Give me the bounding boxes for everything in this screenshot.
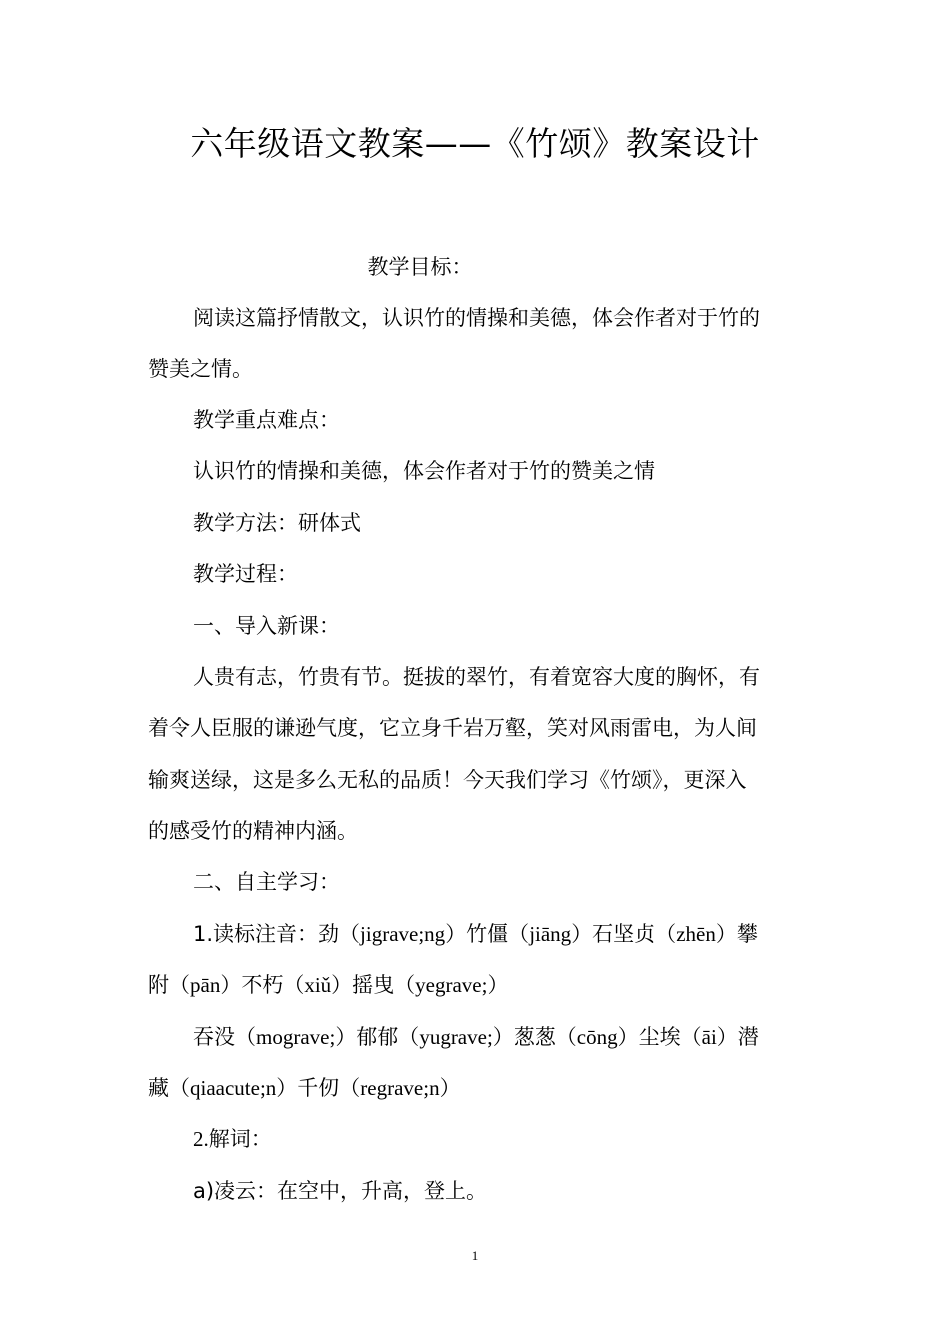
section-1-paragraph-line-3: 输爽送绿，这是多么无私的品质！今天我们学习《竹颂》，更深入 (148, 768, 747, 792)
vocabulary-item-a: a)凌云：在空中，升高，登上。 (193, 1179, 488, 1203)
section-1-paragraph-line-2: 着令人臣服的谦逊气度，它立身千岩万壑，笑对风雨雷电，为人间 (148, 716, 757, 740)
pinyin-line-4 (148, 1073, 461, 1103)
section-1-paragraph-line-1: 人贵有志，竹贵有节。挺拔的翠竹，有着宽容大度的胸怀，有 (193, 665, 760, 689)
section-1-heading: 一、导入新课： (193, 614, 340, 638)
pinyin-text: 藏（ (148, 1076, 190, 1100)
process-heading: 教学过程： (193, 562, 298, 586)
pinyin-romanization: yegrave; (415, 973, 488, 997)
pinyin-romanization: pān (190, 973, 221, 997)
pinyin-romanization: regrave;n (360, 1076, 440, 1100)
pinyin-text: ）郁郁（ (335, 1025, 420, 1049)
pinyin-text: ）摇曳（ (331, 973, 416, 997)
pinyin-line-1 (193, 919, 758, 949)
vocabulary-heading-text: 2.解词： (193, 1127, 272, 1151)
pinyin-text: ）葱葱（ (492, 1025, 577, 1049)
pinyin-text: ）尘埃（ (617, 1025, 702, 1049)
pinyin-text: ）千仞（ (276, 1076, 361, 1100)
pinyin-romanization: yugrave; (419, 1025, 493, 1049)
pinyin-line-3 (193, 1022, 759, 1052)
key-points-heading: 教学重点难点： (193, 408, 340, 432)
document-title: 六年级语文教案——《竹颂》教案设计 (190, 124, 760, 163)
pinyin-text: ）潜 (716, 1025, 759, 1049)
pinyin-romanization: cōng (576, 1025, 618, 1049)
pinyin-text: ）石坚贞（ (571, 922, 677, 946)
objectives-text-line-1: 阅读这篇抒情散文，认识竹的情操和美德，体会作者对于竹的 (193, 306, 760, 330)
section-2-heading: 二、自主学习： (193, 870, 340, 894)
pinyin-romanization: jigrave;ng (360, 922, 446, 946)
pinyin-text: 1.读标注音：劲（ (193, 922, 361, 946)
objectives-text-line-2: 赞美之情。 (148, 357, 253, 381)
pinyin-romanization: jiāng (529, 922, 572, 946)
pinyin-romanization: zhēn (676, 922, 716, 946)
pinyin-text: ）攀 (715, 922, 758, 946)
pinyin-text: ）不朽（ (220, 973, 305, 997)
pinyin-romanization: xiǔ (304, 973, 332, 997)
pinyin-text: 附（ (148, 973, 190, 997)
key-points-text: 认识竹的情操和美德，体会作者对于竹的赞美之情 (193, 459, 655, 483)
objectives-heading: 教学目标： (367, 255, 473, 279)
page-number: 1 (471, 1248, 479, 1263)
pinyin-text: 吞没（ (193, 1025, 256, 1049)
section-1-paragraph-line-4: 的感受竹的精神内涵。 (148, 819, 358, 843)
vocabulary-heading (193, 1124, 272, 1154)
pinyin-text: ）竹僵（ (445, 922, 530, 946)
pinyin-line-2 (148, 970, 508, 1000)
pinyin-romanization: mograve; (256, 1025, 336, 1049)
teaching-method: 教学方法：研体式 (193, 511, 361, 535)
pinyin-text: ） (439, 1076, 461, 1100)
pinyin-romanization: qiaacute;n (190, 1076, 277, 1100)
pinyin-text: ） (487, 973, 509, 997)
pinyin-romanization: āi (701, 1025, 717, 1049)
